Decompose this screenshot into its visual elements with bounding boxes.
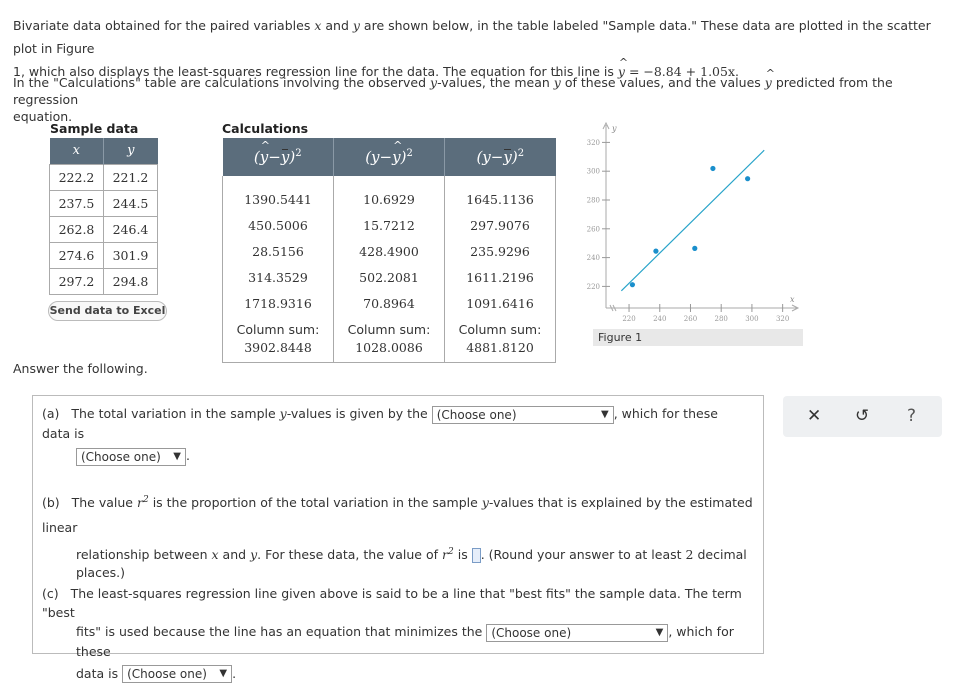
question-text: -values that is explained by the estimated linear [42, 495, 753, 535]
var-y: y [482, 495, 489, 510]
minimized-value-select[interactable] [122, 665, 232, 683]
question-text: The total variation in the sample [71, 406, 275, 421]
table-row [223, 290, 556, 316]
intro2-text-a: In the "Calculations" table are calculations involving the observed [13, 75, 426, 90]
dropdown-arrow-icon: ▼ [601, 407, 609, 423]
cell-x: 274.6 [50, 242, 104, 268]
var-y: y [430, 75, 437, 90]
question-text: is [458, 547, 468, 562]
dropdown-arrow-icon: ▼ [173, 449, 181, 465]
var-y: y [353, 18, 360, 33]
intro-paragraph-1 [13, 14, 958, 83]
column-sum-2 [334, 316, 445, 362]
question-b [42, 488, 757, 582]
r-symbol: r [137, 495, 143, 510]
calculations-title: Calculations [222, 121, 308, 136]
answer-label: Answer the following. [13, 361, 148, 376]
calc-cell: 1718.9316 [223, 290, 334, 316]
header-x: x [50, 138, 104, 164]
question-marker: (a) [42, 406, 59, 421]
sum-label: Column sum: [459, 322, 542, 337]
sum-value: 1028.0086 [355, 340, 423, 355]
sum-value: 3902.8448 [244, 340, 312, 355]
calculations-table [222, 138, 556, 363]
dropdown-arrow-icon: ▼ [656, 625, 664, 641]
question-text: . For these data, the value of [257, 547, 438, 562]
intro2-text-d: predicted from the regression [13, 75, 893, 107]
question-b-line2 [42, 543, 757, 582]
sum-label: Column sum: [348, 322, 431, 337]
close-icon[interactable]: ✕ [807, 406, 821, 426]
r-squared-input[interactable] [472, 548, 481, 563]
var-y: y [250, 547, 257, 562]
question-text: and [223, 547, 247, 562]
question-text: fits" is used because the line has an equation that minimizes the [76, 624, 482, 639]
table-row [223, 238, 556, 264]
data-point [710, 166, 715, 171]
figure-label: Figure 1 [593, 329, 803, 346]
header-yhat-minus-ybar-squared: (^ y−y)$^2$ [223, 138, 334, 176]
cell-y: 301.9 [104, 242, 158, 268]
question-text: The value [72, 495, 133, 510]
intro-line2: 1, which also displays the least-squares regression line for the data. The equation for this line is [13, 64, 614, 79]
var-x: x [314, 18, 321, 33]
y-tick-label: 220 [587, 283, 600, 291]
cell-x: 262.8 [50, 216, 104, 242]
select-value: (Choose one) [491, 626, 571, 640]
calc-cell: 450.5006 [223, 212, 334, 238]
cell-y: 244.5 [104, 190, 158, 216]
calc-cell: 297.9076 [445, 212, 556, 238]
sample-data-table [49, 138, 158, 295]
x-tick-label: 320 [776, 315, 789, 323]
table-row [50, 242, 158, 268]
calc-cell: 502.2081 [334, 264, 445, 290]
x-tick-label: 260 [684, 315, 697, 323]
help-icon[interactable]: ? [907, 406, 916, 426]
y-tick-label: 300 [587, 168, 600, 176]
x-axis-label: x [790, 295, 795, 304]
total-variation-value-select[interactable] [76, 448, 186, 466]
calc-cell: 1390.5441 [223, 176, 334, 212]
regression-equation: = −8.84 + 1.05x. [629, 64, 739, 79]
cell-y: 221.2 [104, 164, 158, 190]
r-squared: $r^2$ [137, 495, 149, 510]
table-row [50, 268, 158, 294]
x-tick-label: 240 [653, 315, 666, 323]
question-box [32, 395, 764, 654]
sample-data-title: Sample data [50, 121, 138, 136]
scatter-plot-svg [592, 119, 804, 329]
var-y: y [280, 406, 287, 421]
y-tick-label: 280 [587, 197, 600, 205]
question-marker: (c) [42, 586, 59, 601]
header-y-minus-yhat-squared: (y−^ y)$^2$ [334, 138, 445, 176]
action-toolbar [783, 396, 942, 437]
minimizes-select[interactable] [486, 624, 668, 642]
scatter-plot [592, 119, 804, 347]
question-text: relationship between [76, 547, 208, 562]
question-text: The least-squares regression line given above is said to be a line that "best fits" the sample data. The term "best [42, 586, 742, 620]
question-text: data is [76, 666, 118, 681]
calc-cell: 28.5156 [223, 238, 334, 264]
question-marker: (b) [42, 495, 60, 510]
var-x: x [212, 547, 219, 562]
x-tick-label: 220 [622, 315, 635, 323]
regression-line [621, 150, 764, 291]
header-y: y [104, 138, 158, 164]
cell-x: 297.2 [50, 268, 104, 294]
question-text: , which for these [76, 624, 734, 659]
cell-y: 246.4 [104, 216, 158, 242]
y-hat: ^ y [765, 74, 772, 91]
intro-and: and [325, 18, 349, 33]
intro2-text-b: -values, the mean [437, 75, 550, 90]
data-point [745, 176, 750, 181]
select-value: (Choose one) [437, 408, 517, 422]
reset-icon[interactable]: ↺ [855, 406, 869, 426]
table-row [50, 216, 158, 242]
question-text: is the proportion of the total variation in the sample [153, 495, 478, 510]
sum-value: 4881.8120 [466, 340, 534, 355]
table-row [223, 212, 556, 238]
intro-paragraph-2 [13, 74, 948, 125]
question-text: , which for these data is [42, 406, 718, 441]
intro-text-rest: are shown below, in the table labeled "Sample data." These data are plotted in the scatter plot in Figure [13, 18, 931, 56]
column-sum-row [223, 316, 556, 362]
question-a-line2: (Choose one) ▼ . [42, 446, 747, 466]
total-variation-select[interactable] [432, 406, 614, 424]
select-value: (Choose one) [81, 450, 161, 464]
data-point [653, 249, 658, 254]
question-text: places.) [76, 565, 125, 580]
header-y-minus-ybar-squared: $(y-y)^2$ [445, 138, 556, 176]
send-to-excel-button[interactable]: Send data to Excel [48, 301, 167, 321]
x-tick-label: 300 [745, 315, 758, 323]
cell-y: 294.8 [104, 268, 158, 294]
column-sum-1 [223, 316, 334, 362]
data-point [630, 282, 635, 287]
y-tick-label: 240 [587, 254, 600, 262]
y-bar: y [554, 74, 561, 91]
cell-x: 222.2 [50, 164, 104, 190]
question-text: -values is given by the [287, 406, 428, 421]
table-row [50, 164, 158, 190]
question-text: . (Round your answer to at least [481, 547, 682, 562]
data-point [692, 246, 697, 251]
calc-cell: 235.9296 [445, 238, 556, 264]
y-tick-label: 320 [587, 139, 600, 147]
calc-cell: 1611.2196 [445, 264, 556, 290]
question-c-line2 [42, 622, 757, 661]
dropdown-arrow-icon: ▼ [219, 666, 227, 682]
calc-cell: 314.3529 [223, 264, 334, 290]
question-c-line3: data is (Choose one) ▼ . [42, 664, 757, 683]
table-row [223, 264, 556, 290]
intro2-text-e: equation. [13, 109, 72, 124]
y-hat: ^ y [618, 60, 625, 83]
table-row [223, 176, 556, 212]
y-tick-label: 260 [587, 225, 600, 233]
intro-text: Bivariate data obtained for the paired variables [13, 18, 310, 33]
question-c [42, 584, 757, 683]
cell-x: 237.5 [50, 190, 104, 216]
sum-label: Column sum: [237, 322, 320, 337]
decimal-count: 2 [686, 547, 694, 562]
column-sum-3 [445, 316, 556, 362]
calc-cell: 1091.6416 [445, 290, 556, 316]
select-value: (Choose one) [127, 667, 207, 681]
r-squared: $r^2$ [442, 547, 454, 562]
calc-cell: 428.4900 [334, 238, 445, 264]
question-a [42, 404, 747, 466]
calc-cell: 70.8964 [334, 290, 445, 316]
table-row [50, 190, 158, 216]
x-tick-label: 280 [715, 315, 728, 323]
calc-cell: 1645.1136 [445, 176, 556, 212]
calc-cell: 15.7212 [334, 212, 445, 238]
y-axis-label: y [611, 124, 617, 133]
calc-cell: 10.6929 [334, 176, 445, 212]
intro2-text-c: of these values, and the values [565, 75, 761, 90]
question-text: decimal [697, 547, 746, 562]
